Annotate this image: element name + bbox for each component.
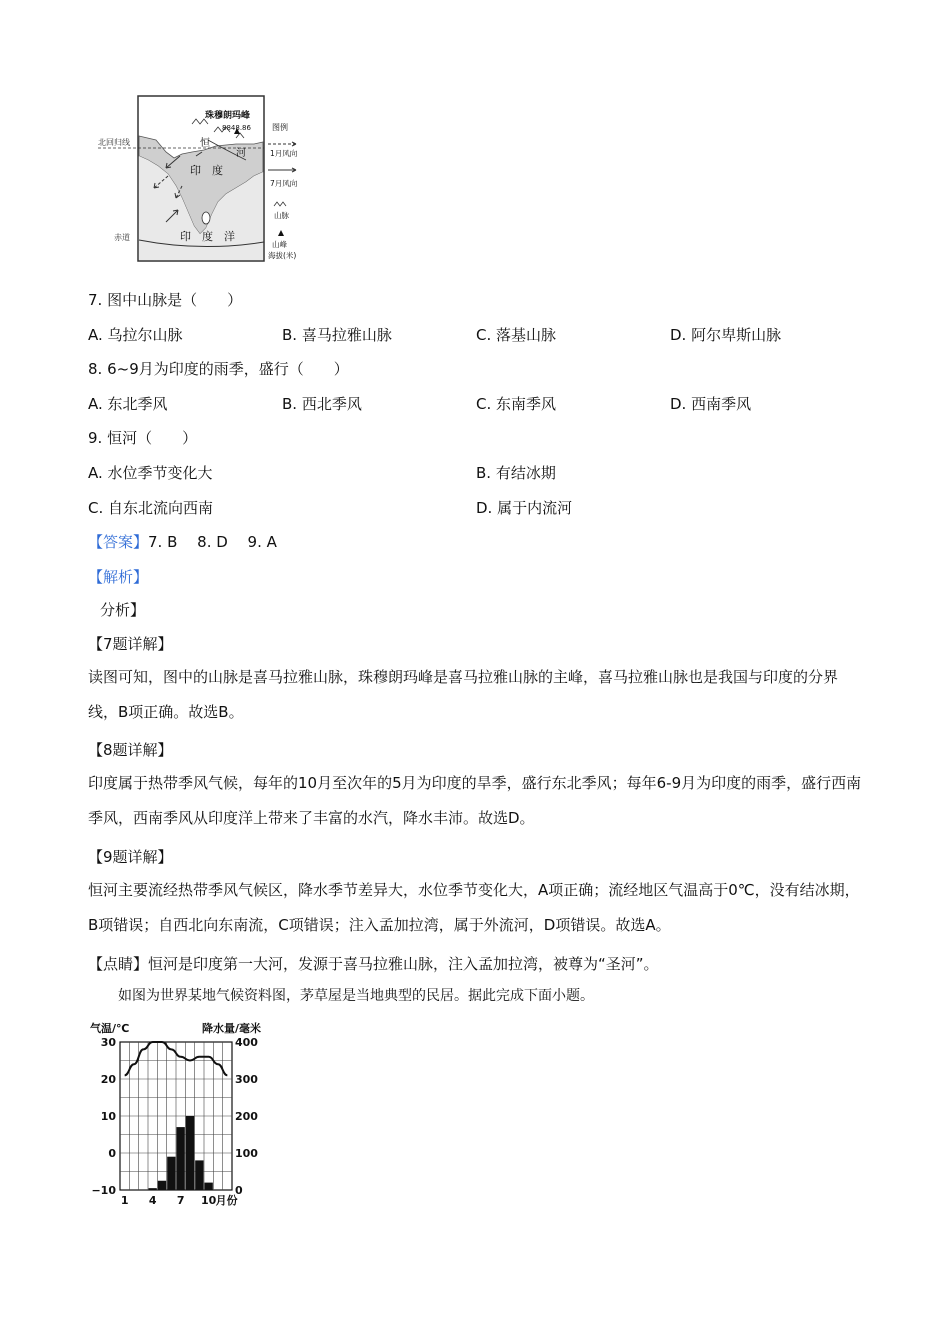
country-char-1: 印 [190, 164, 201, 177]
q8-option-b: B. 西北季风 [282, 395, 362, 413]
ocean-char-1: 印 [180, 230, 191, 243]
temp-tick-label: 10 [100, 1110, 116, 1123]
tropic-label: 北回归线 [98, 138, 130, 147]
month-tick-label: 4 [148, 1194, 157, 1207]
month-tick-label: 1 [120, 1194, 129, 1207]
analysis-label: 【解析】 [88, 568, 149, 586]
detail8-title: 【8题详解】 [88, 741, 173, 759]
precip-bar [195, 1160, 203, 1190]
precip-bar [158, 1181, 166, 1190]
precip-bar [149, 1188, 157, 1190]
legend-peak-label-1: 山峰 [272, 240, 287, 249]
answer-label: 【答案】 [88, 533, 149, 551]
q8-option-c: C. 东南季风 [476, 395, 557, 413]
climate-chart [86, 1018, 276, 1210]
q9-stem: 9. 恒河（ ） [88, 429, 198, 447]
q8-option-a: A. 东北季风 [88, 395, 168, 413]
month-tick-label: 10 [201, 1194, 217, 1207]
river-char-1: 恒 [200, 138, 210, 149]
equator-label: 赤道 [114, 233, 130, 242]
temp-tick-label: 20 [100, 1073, 116, 1086]
detail8-text: 印度属于热带季风气候，每年的10月至次年的5月为印度的旱季，盛行东北季风；每年6-9月为印度的雨季，盛行西南季风，西南季风从印度洋上带来了丰富的水汽，降水丰沛。故选D。 [88, 774, 862, 827]
detail9-text: 恒河主要流经热带季风气候区，降水季节差异大，水位季节变化大，A项正确；流经地区气温高于0℃，没有结冰期，B项错误；自西北向东南流，C项错误；注入孟加拉湾，属于外流河，D项错误。故选A。 [88, 881, 860, 934]
legend-peak-label-2: 海拔(米) [268, 251, 297, 260]
detail7-title: 【7题详解】 [88, 635, 173, 653]
detail9-title: 【9题详解】 [88, 848, 173, 866]
q8-stem: 8. 6~9月为印度的雨季，盛行（ ） [88, 360, 349, 378]
precip-tick-label: 400 [235, 1036, 258, 1049]
temp-tick-label: −10 [91, 1184, 116, 1197]
india-monsoon-map [96, 94, 308, 264]
q9-option-c: C. 自东北流向西南 [88, 499, 214, 517]
precip-bar [186, 1116, 194, 1190]
legend-jul-label: 7月风向 [270, 179, 298, 188]
legend-title: 图例 [272, 123, 288, 132]
precip-tick-label: 0 [235, 1184, 243, 1197]
temp-tick-label: 0 [108, 1147, 116, 1160]
comment-text: 恒河是印度第一大河，发源于喜马拉雅山脉，注入孟加拉湾，被尊为“圣河”。 [148, 955, 659, 973]
comment-line [88, 954, 659, 974]
q7-option-c: C. 落基山脉 [476, 326, 557, 344]
precip-tick-label: 300 [235, 1073, 258, 1086]
intro-text: 如图为世界某地气候资料图，茅草屋是当地典型的民居。据此完成下面小题。 [118, 988, 594, 1004]
legend-mountain-label: 山脉 [274, 211, 289, 220]
q8-option-d: D. 西南季风 [670, 395, 752, 413]
q9-option-d: D. 属于内流河 [476, 499, 573, 517]
peak-height: 8848.86 [222, 124, 251, 132]
chart-ylabel-right: 降水量/毫米 [202, 1022, 262, 1035]
country-char-2: 度 [212, 164, 223, 177]
legend-mountain-icon [274, 202, 286, 206]
answer-line [88, 532, 277, 552]
comment-label: 【点睛】 [88, 955, 149, 973]
detail7-text: 读图可知，图中的山脉是喜马拉雅山脉，珠穆朗玛峰是喜马拉雅山脉的主峰，喜马拉雅山脉也是我国与印度的分界线，B项正确。故选B。 [88, 668, 839, 721]
ocean-char-3: 洋 [224, 230, 235, 243]
answer-text: 7. B 8. D 9. A [148, 533, 277, 551]
precip-tick-label: 100 [235, 1147, 258, 1160]
month-tick-label: 7 [176, 1194, 185, 1207]
ocean-char-2: 度 [202, 230, 213, 243]
q7-option-a: A. 乌拉尔山脉 [88, 326, 183, 344]
q7-stem: 7. 图中山脉是（ ） [88, 291, 243, 309]
peak-name: 珠穆朗玛峰 [205, 111, 251, 121]
q9-option-a: A. 水位季节变化大 [88, 464, 213, 482]
precip-bar [177, 1127, 185, 1190]
legend-peak-icon [278, 230, 284, 236]
chart-ylabel-left: 气温/℃ [90, 1022, 130, 1035]
q7-option-d: D. 阿尔卑斯山脉 [670, 326, 782, 344]
q9-option-b: B. 有结冰期 [476, 464, 556, 482]
river-char-2: 河 [236, 148, 246, 159]
precip-tick-label: 200 [235, 1110, 258, 1123]
precip-bar [205, 1183, 213, 1190]
legend-jan-label: 1月风向 [270, 149, 298, 158]
precip-bar [167, 1157, 175, 1190]
analysis-sub: 分析】 [100, 601, 146, 619]
q7-option-b: B. 喜马拉雅山脉 [282, 326, 392, 344]
temp-tick-label: 30 [100, 1036, 116, 1049]
month-axis-suffix: 月份 [215, 1194, 238, 1207]
